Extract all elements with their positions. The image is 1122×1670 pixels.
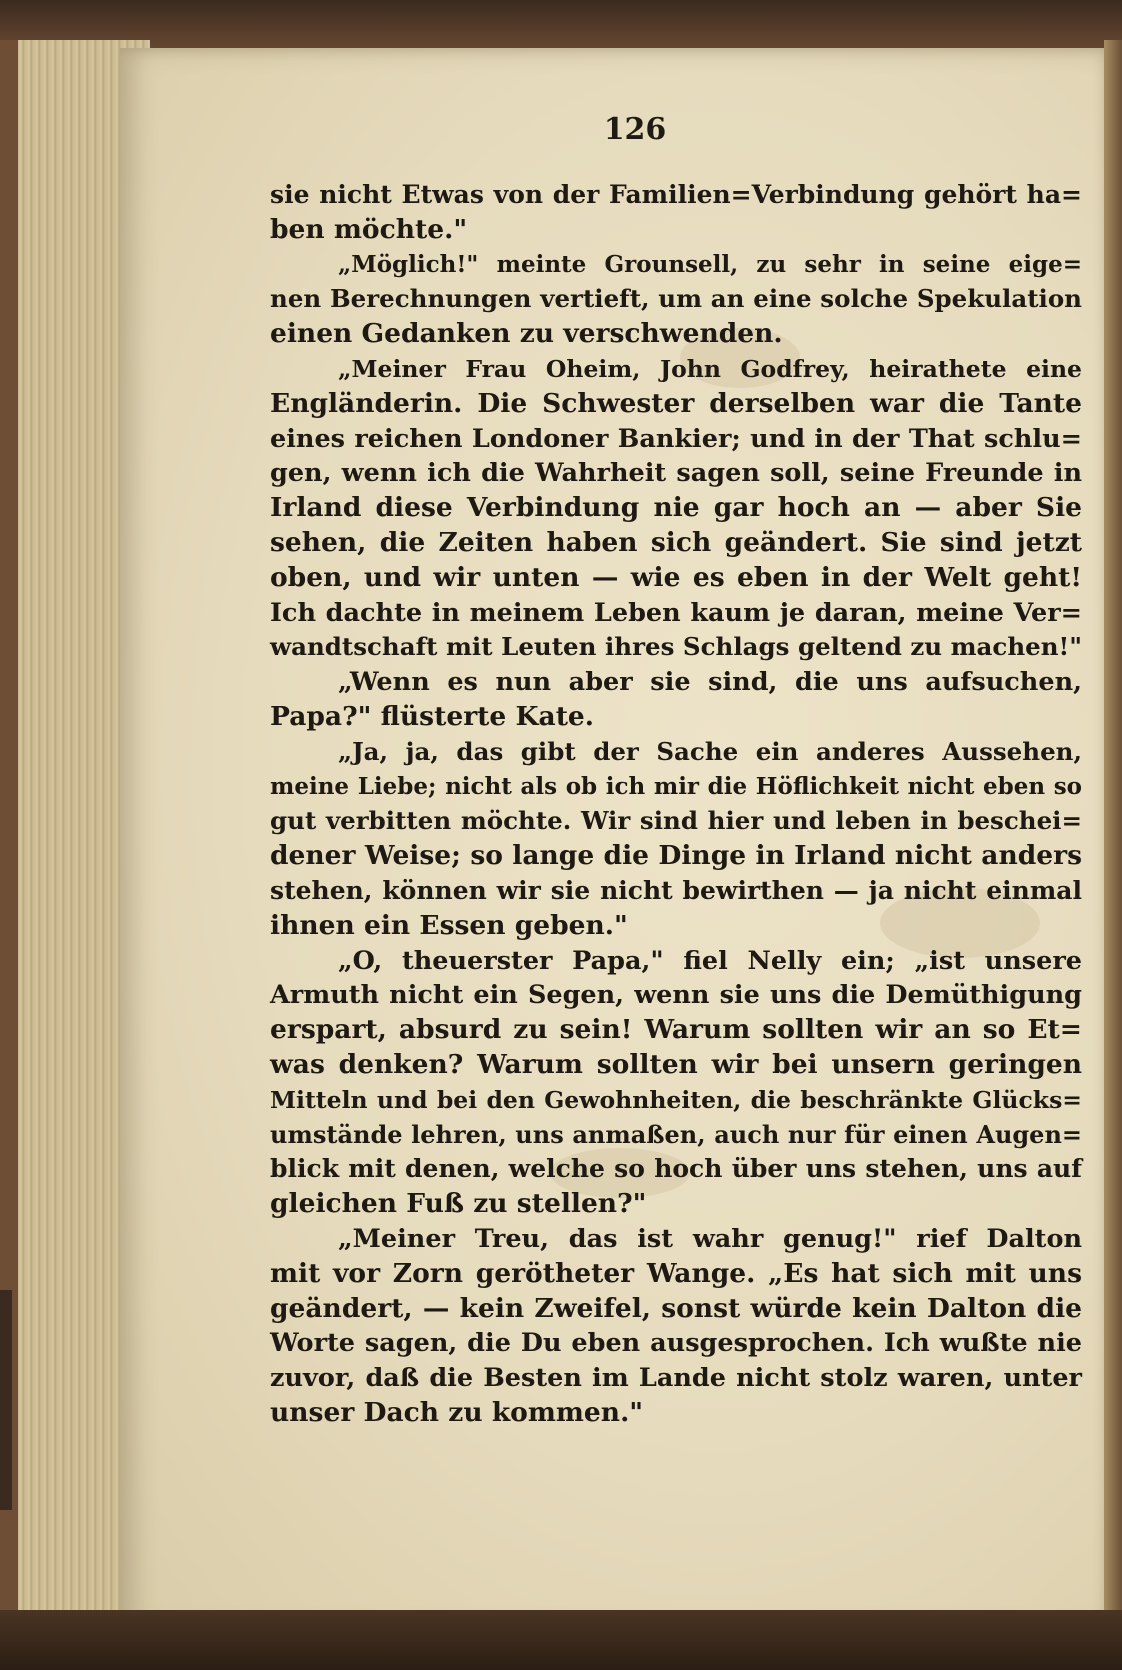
text-line: Papa?" flüsterte Kate. xyxy=(270,700,595,732)
text-line: unser Dach zu kommen." xyxy=(270,1396,644,1428)
book-bottom-edge xyxy=(0,1610,1122,1670)
text-line: eines reichen Londoner Bankier; und in der That schlu= xyxy=(270,423,1082,454)
binding-accent xyxy=(0,1290,12,1510)
text-line: gut verbitten möchte. Wir sind hier und leben in beschei= xyxy=(270,806,1082,836)
text-line: einen Gedanken zu verschwenden. xyxy=(270,318,783,350)
text-line: „Meiner Treu, das ist wahr genug!" rief Dalton xyxy=(338,1223,1082,1254)
text-line: gen, wenn ich die Wahrheit sagen soll, seine Freunde in xyxy=(270,458,1082,489)
text-line: Worte sagen, die Du eben ausgesprochen. Ich wußte nie xyxy=(270,1328,1082,1359)
text-line: sehen, die Zeiten haben sich geändert. Sie sind jetzt xyxy=(270,526,1082,558)
text-line: „Wenn es nun aber sie sind, die uns aufsuchen, xyxy=(338,667,1082,698)
text-line: geändert, — kein Zweifel, sonst würde kein Dalton die xyxy=(270,1292,1082,1324)
text-line: gleichen Fuß zu stellen?" xyxy=(270,1188,647,1220)
text-line: erspart, absurd zu sein! Warum sollten wir an so Et= xyxy=(270,1014,1082,1046)
text-line: zuvor, daß die Besten im Lande nicht stolz waren, unter xyxy=(270,1363,1082,1394)
text-line: stehen, können wir sie nicht bewirthen — ja nicht einmal xyxy=(270,875,1082,905)
text-line: „Meiner Frau Oheim, John Godfrey, heirathete eine xyxy=(338,354,1082,383)
text-line: blick mit denen, welche so hoch über uns stehen, uns auf xyxy=(270,1154,1082,1184)
text-line: ben möchte." xyxy=(270,213,468,245)
text-line: dener Weise; so lange die Dinge in Irland nicht anders xyxy=(270,840,1082,872)
text-line: „Ja, ja, das gibt der Sache ein anderes Aussehen, xyxy=(338,736,1082,766)
right-binding-edge xyxy=(1104,40,1122,1630)
text-line: nen Berechnungen vertieft, um an eine solche Spekulation xyxy=(270,284,1082,314)
text-line: „O, theuerster Papa," fiel Nelly ein; „ist unsere xyxy=(338,945,1082,976)
page-number: 126 xyxy=(603,112,667,147)
text-line: mit vor Zorn gerötheter Wange. „Es hat sich mit uns xyxy=(270,1257,1082,1289)
text-line: umstände lehren, uns anmaßen, auch nur für einen Augen= xyxy=(270,1119,1082,1149)
text-line: Irland diese Verbindung nie gar hoch an — aber Sie xyxy=(270,492,1082,524)
text-line: „Möglich!" meinte Grounsell, zu sehr in seine eige= xyxy=(338,250,1082,278)
text-line: oben, und wir unten — wie es eben in der Welt geht! xyxy=(270,561,1082,593)
text-line: wandtschaft mit Leuten ihres Schlags geltend zu machen!" xyxy=(270,632,1083,662)
text-line: Mitteln und bei den Gewohnheiten, die beschränkte Glücks= xyxy=(270,1085,1082,1114)
text-line: Engländerin. Die Schwester derselben war die Tante xyxy=(270,387,1082,419)
text-line: meine Liebe; nicht als ob ich mir die Höflichkeit nicht eben so xyxy=(270,772,1082,800)
text-line: sie nicht Etwas von der Familien=Verbindung gehört ha= xyxy=(270,180,1082,209)
text-line: Ich dachte in meinem Leben kaum je daran, meine Ver= xyxy=(270,597,1082,628)
text-line: Armuth nicht ein Segen, wenn sie uns die Demüthigung xyxy=(270,980,1082,1011)
text-line: ihnen ein Essen geben." xyxy=(270,909,628,941)
text-line: was denken? Warum sollten wir bei unsern geringen xyxy=(270,1048,1082,1080)
body-text xyxy=(270,178,1082,1431)
